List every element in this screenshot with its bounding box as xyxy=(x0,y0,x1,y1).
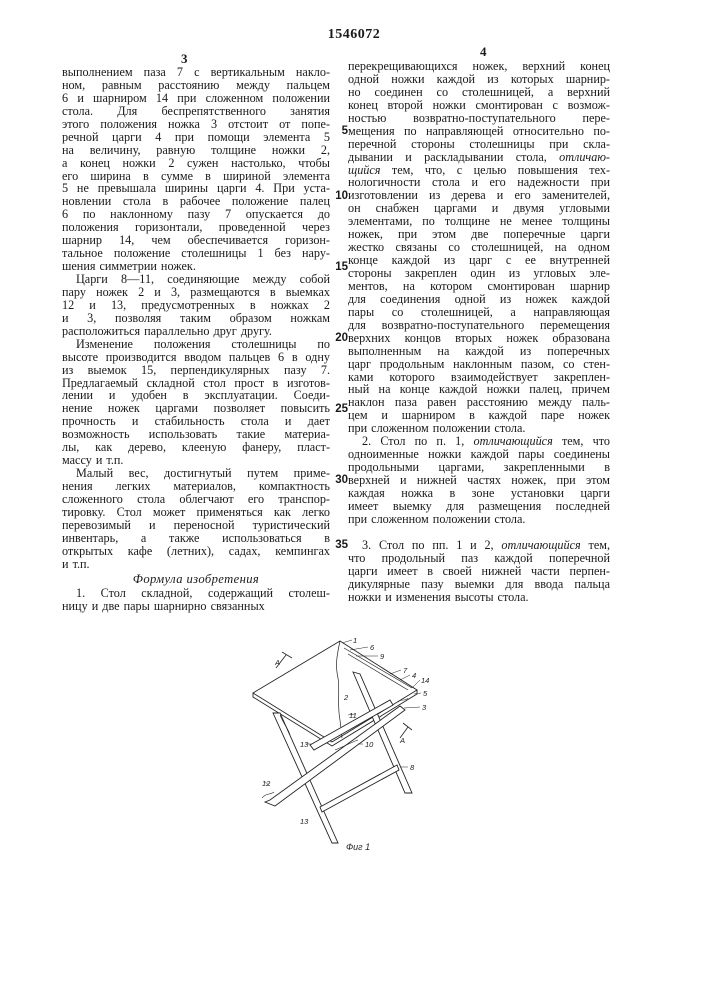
part-label: 12 xyxy=(262,779,271,788)
text-line: 6 и шарниром 14 при сложенном положении xyxy=(62,92,330,105)
line-number: 30 xyxy=(335,474,348,487)
text-segment: конец второй ножки смонтирован с возмож- xyxy=(348,98,610,112)
text-line: Изменение положения столешницы по xyxy=(62,338,330,351)
text-segment: стороны закреплен один из угловых эле- xyxy=(348,266,610,280)
text-segment: при сложенном положении стола. xyxy=(348,512,525,526)
table-top xyxy=(253,641,417,746)
part-label: 11 xyxy=(349,711,357,720)
text-segment: цем и шарниром в каждой паре ножек xyxy=(348,408,610,422)
text-line: инвентарь, а также использоваться в xyxy=(62,532,330,545)
text-segment: дывании и раскладывании стола, xyxy=(348,150,559,164)
part-label: 3 xyxy=(422,703,427,712)
text-segment: перекрещивающихся ножек, верхний конец xyxy=(348,59,610,73)
text-segment: тем, что, с целью повышения тех- xyxy=(380,163,610,177)
text-line: тальное положение столешницы 1 без нару- xyxy=(62,247,330,260)
emphasized-term: щийся xyxy=(348,163,380,177)
text-line: нение ножек царгами позволяет повысить xyxy=(62,402,330,415)
text-segment: наклон паза равен расстоянию между паль- xyxy=(348,395,610,409)
text-segment: пары со столешницей, а направляющая xyxy=(348,305,610,319)
text-line: Предлагаемый складной стол прост в изготов- xyxy=(62,377,330,390)
text-segment: одной ножки каждой из которых шарнир- xyxy=(348,72,610,86)
text-segment: нологичности стола и его надежности при xyxy=(348,175,610,189)
text-line xyxy=(348,513,610,526)
text-segment: при сложенном положении стола. xyxy=(348,421,525,435)
figure-caption: Фиг 1 xyxy=(346,842,370,852)
text-segment: но соединен со столешницей, а верхний xyxy=(348,85,610,99)
text-line xyxy=(348,591,610,604)
line-number: 35 xyxy=(335,539,348,552)
line-number: 15 xyxy=(335,261,348,274)
text-line: массу и т.п. xyxy=(62,454,330,467)
paragraph xyxy=(348,60,610,435)
text-segment: верхней и нижней частях ножек, при этом xyxy=(348,473,610,487)
paragraph xyxy=(348,435,610,526)
text-line: высоте производится вводом пальцев 6 в одну xyxy=(62,351,330,364)
part-label: 2 xyxy=(343,693,349,702)
section-mark: A xyxy=(399,736,405,745)
text-segment: перечной стороны столешницы при скла- xyxy=(348,137,610,151)
part-label: 4 xyxy=(412,671,416,680)
text-line: пару ножек 2 и 3, размещаются в выемках xyxy=(62,286,330,299)
text-segment: 2. Стол по п. 1, xyxy=(362,434,473,448)
part-label: 6 xyxy=(370,643,375,652)
text-segment: элементами, по толщине не менее толщины xyxy=(348,214,610,228)
text-line: выполнением паза 7 с вертикальным накло- xyxy=(62,66,330,79)
line-number: 20 xyxy=(335,332,348,345)
text-segment: ностью возвратно-поступательного пере- xyxy=(348,111,610,125)
text-segment: конце каждой из царг с ее внутренней xyxy=(348,253,610,267)
emphasized-term: отличающийся xyxy=(501,538,580,552)
text-line: 12 и 13, предусмотренных в ножках 2 xyxy=(62,299,330,312)
text-line: этого положения ножка 3 отстоит от попе- xyxy=(62,118,330,131)
part-label: 13 xyxy=(300,817,309,826)
text-line: ном, равным расстоянию между пальцем xyxy=(62,79,330,92)
figure-folding-table xyxy=(240,610,460,860)
text-line: лении и удобен в эксплуатации. Соеди- xyxy=(62,389,330,402)
line-number: 10 xyxy=(335,190,348,203)
emphasized-term: отличающийся xyxy=(473,434,552,448)
text-line: расположиться параллельно друг другу. xyxy=(62,325,330,338)
text-segment: дикулярные пазу выемки для ввода пальца xyxy=(348,577,610,591)
part-label: 9 xyxy=(380,652,385,661)
text-segment: одноименные ножки каждой пары соединены xyxy=(348,447,610,461)
text-line: положения горизонтали, проведенной через xyxy=(62,221,330,234)
text-line: сложенного стола облегчают его транспор- xyxy=(62,493,330,506)
text-segment: 3. Стол по пп. 1 и 2, xyxy=(362,538,501,552)
section-mark: A xyxy=(274,658,280,667)
emphasized-term: отличаю- xyxy=(559,150,610,164)
part-label: 7 xyxy=(403,666,408,675)
paragraph xyxy=(62,587,330,613)
text-line: шения симметрии ножек. xyxy=(62,260,330,273)
text-line: стола. Для беспрепятственного занятия xyxy=(62,105,330,118)
paragraph xyxy=(62,467,330,571)
page-number-right: 4 xyxy=(480,44,487,60)
text-segment: тем, xyxy=(581,538,610,552)
text-line: речной царги 4 при помощи элемента 5 xyxy=(62,131,330,144)
part-label: 5 xyxy=(423,689,428,698)
text-line: перевозимый и переносной туристический xyxy=(62,519,330,532)
text-line: тировку. Стол может применяться как легко xyxy=(62,506,330,519)
text-line: нения легких материалов, компактность xyxy=(62,480,330,493)
text-segment: для возвратно-поступательного перемещения xyxy=(348,318,610,332)
page-number-left: 3 xyxy=(181,51,188,67)
text-segment: верхних концов вторых ножек образована xyxy=(348,331,610,345)
right-column xyxy=(348,60,610,603)
left-column xyxy=(62,66,330,612)
text-segment: царги имеет в своей нижней части перпен- xyxy=(348,564,610,578)
text-line: шарнир 14, чем обеспечивается горизон- xyxy=(62,234,330,247)
text-segment: мещения по направляющей относительно по- xyxy=(348,124,610,138)
text-line: его ширина в сумме в шириной элемента xyxy=(62,170,330,183)
text-line: из выемок 15, перпендикулярных пазу 7. xyxy=(62,364,330,377)
paragraph xyxy=(348,539,610,604)
text-line: прочность и стабильность стола и дает xyxy=(62,415,330,428)
part-label: 8 xyxy=(410,763,415,772)
text-segment: ножек, при этом две поперечные царги xyxy=(348,227,610,241)
text-line: на величину, равную толщине ножки 2, xyxy=(62,144,330,157)
part-label: 1 xyxy=(353,636,357,645)
text-line: открытых кафе (летних), садах, кемпингах xyxy=(62,545,330,558)
text-segment: продольными царгами, закрепленными в xyxy=(348,460,610,474)
part-label: 14 xyxy=(421,676,429,685)
text-segment: что продольный паз каждой поперечной xyxy=(348,551,610,565)
text-line: Царги 8—11, соединяющие между собой xyxy=(62,273,330,286)
text-line: 6 по наклонному пазу 7 опускается до xyxy=(62,208,330,221)
text-line: и т.п. xyxy=(62,558,330,571)
text-segment: изготовлении из дерева и его заменителей, xyxy=(348,188,610,202)
text-line: и 3, позволяя таким образом ножкам xyxy=(62,312,330,325)
text-segment: имеет выемку для размещения последней xyxy=(348,499,610,513)
patent-number: 1546072 xyxy=(318,27,390,43)
line-number: 5 xyxy=(342,125,348,138)
text-line: лы, как дерево, клееную фанеру, пласт- xyxy=(62,441,330,454)
text-segment: ками которого взаимодействует закреплен- xyxy=(348,370,610,384)
text-segment: для соединения одной из ножек каждой xyxy=(348,292,610,306)
text-line: возможность использовать такие материа- xyxy=(62,428,330,441)
text-segment: каждая ножка в зоне установки царги xyxy=(348,486,610,500)
text-segment: он снабжен царгами и двумя угловыми xyxy=(348,201,610,215)
paragraph xyxy=(62,273,330,338)
text-line: 1. Стол складной, содержащий столеш- xyxy=(62,587,330,600)
text-line: а конец ножки 2 сужен настолько, чтобы xyxy=(62,157,330,170)
paragraph xyxy=(62,338,330,467)
text-segment: ный на конце каждой ножки палец, причем xyxy=(348,382,610,396)
claims-heading: Формула изобретения xyxy=(62,571,330,587)
text-segment: ментов, на котором смонтирован шарнир xyxy=(348,279,610,293)
part-label: 13 xyxy=(300,740,309,749)
text-segment: жестко связаны со столешницей, на одном xyxy=(348,240,610,254)
text-segment: ножки и изменения высоты стола. xyxy=(348,590,529,604)
text-line: 5 не превышала ширины царги 4. При уста- xyxy=(62,182,330,195)
text-segment: тем, что xyxy=(553,434,610,448)
paragraph xyxy=(62,66,330,273)
part-label: 10 xyxy=(365,740,374,749)
text-segment: царг продольным наклонным пазом, со стен- xyxy=(348,357,610,371)
text-line: новлении стола в рабочее положение палец xyxy=(62,195,330,208)
line-number: 25 xyxy=(335,403,348,416)
text-segment: выполненным на каждой из поперечных xyxy=(348,344,610,358)
text-line: Малый вес, достигнутый путем приме- xyxy=(62,467,330,480)
text-line: ницу и две пары шарнирно связанных xyxy=(62,600,330,613)
